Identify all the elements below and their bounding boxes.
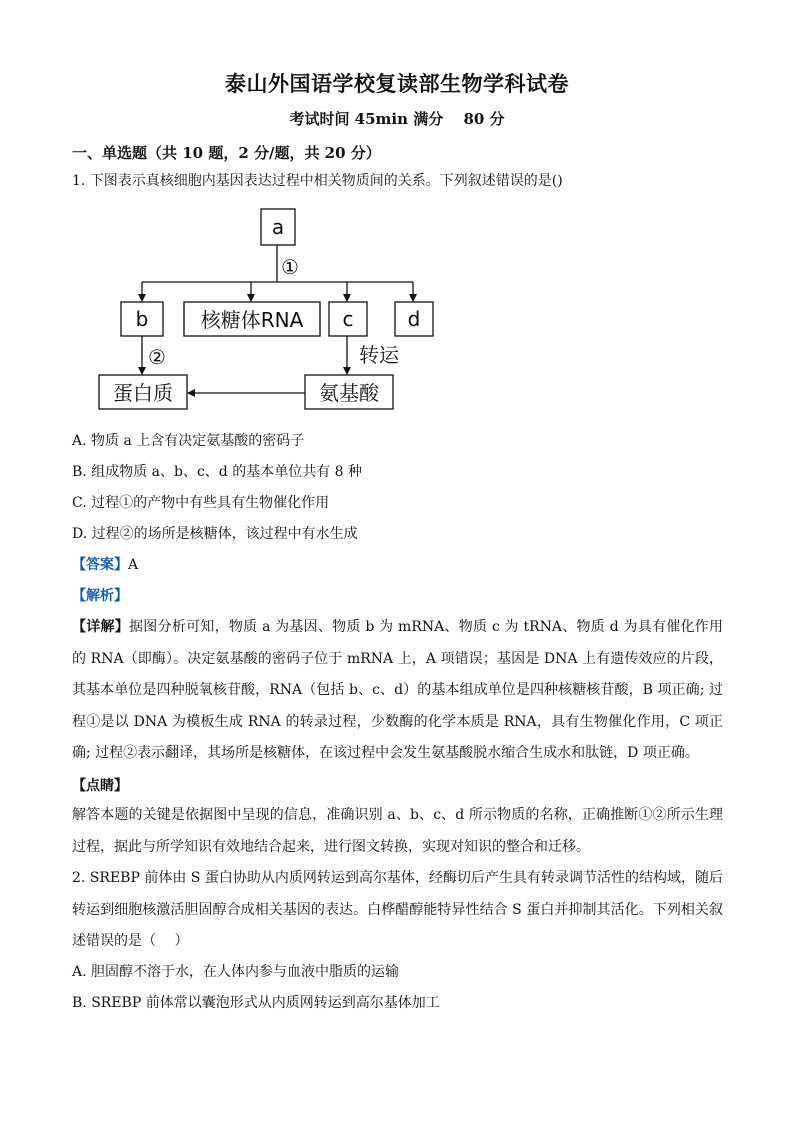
detail-text: 据图分析可知，物质 a 为基因、物质 b 为 mRNA、物质 c 为 tRNA、物质 d 为具有催化作用的 RNA（即酶）。决定氨基酸的密码子位于 mRNA 上，A 项错误；基因是 DNA 上有遗传效应的片段，其基本单位是四种脱氧核苷酸，RNA（包括 b、c、d）的基本组成单位是四种核糖核苷酸，B 项正确; 过程①是以 DNA 为模板生成 RNA 的转录过程，少数酶的化学本质是 RNA，具有生物催化作用，C 项正确; 过程②表示翻译，其场所是核糖体，在该过程中会发生氨基酸脱水缩合生成水和肽链，D 项正确。: [72, 619, 723, 761]
q1-option-d: D. 过程②的场所是核糖体，该过程中有水生成: [72, 526, 358, 542]
q2-option-a: A. 胆固醇不溶于水，在人体内参与血液中脂质的运输: [72, 964, 400, 980]
label-a: a: [271, 215, 285, 239]
q1-analysis-label: [72, 587, 128, 605]
q2-option-b: B. SREBP 前体常以囊泡形式从内质网转运到高尔基体加工: [72, 995, 440, 1011]
analysis-label: 【解析】: [72, 588, 128, 604]
answer-label: 【答案】: [72, 557, 128, 573]
answer-value: A: [128, 557, 139, 573]
label-protein: 蛋白质: [113, 381, 173, 405]
q1-answer: [72, 556, 138, 574]
q1-option-b: B. 组成物质 a、b、c、d 的基本单位共有 8 种: [72, 464, 363, 480]
tip-label: 【点睛】: [72, 778, 128, 794]
question-1-stem: 1. 下图表示真核细胞内基因表达过程中相关物质间的关系。下列叙述错误的是(): [72, 173, 563, 189]
q1-tip-label: [72, 777, 128, 795]
label-c: c: [342, 307, 354, 331]
q1-tip: 解答本题的关键是依据图中呈现的信息，准确识别 a、b、c、d 所示物质的名称，正确推断①②所示生理过程，据此与所学知识有效地结合起来，进行图文转换，实现对知识的整合和迁移。: [72, 807, 723, 855]
label-rrna: 核糖体RNA: [200, 308, 304, 332]
exam-info: 考试时间 45min 满分 80 分: [289, 110, 505, 128]
question-2-stem: 2. SREBP 前体由 S 蛋白协助从内质网转运到高尔基体，经酶切后产生具有转录调节活性的结构域，随后转运到细胞核激活胆固醇合成相关基因的表达。白桦醋醇能特异性结合 S 蛋白并抑制其活化。下列相关叙述错误的是（ ）: [72, 870, 723, 949]
label-amino: 氨基酸: [319, 381, 379, 405]
detail-label: 【详解】: [72, 619, 130, 635]
gene-expression-diagram: [0, 0, 794, 420]
section-heading: 一、单选题（共 10 题，2 分/题，共 20 分）: [72, 144, 381, 162]
q1-option-a: A. 物质 a 上含有决定氨基酸的密码子: [72, 433, 305, 449]
label-step2: ②: [148, 345, 166, 369]
q1-option-c: C. 过程①的产物中有些具有生物催化作用: [72, 495, 330, 511]
page-title: 泰山外国语学校复读部生物学科试卷: [225, 71, 569, 96]
label-d: d: [407, 307, 421, 331]
label-transport: 转运: [359, 343, 399, 367]
label-b: b: [135, 307, 149, 331]
label-step1: ①: [281, 255, 299, 279]
q1-detail: [72, 612, 723, 770]
